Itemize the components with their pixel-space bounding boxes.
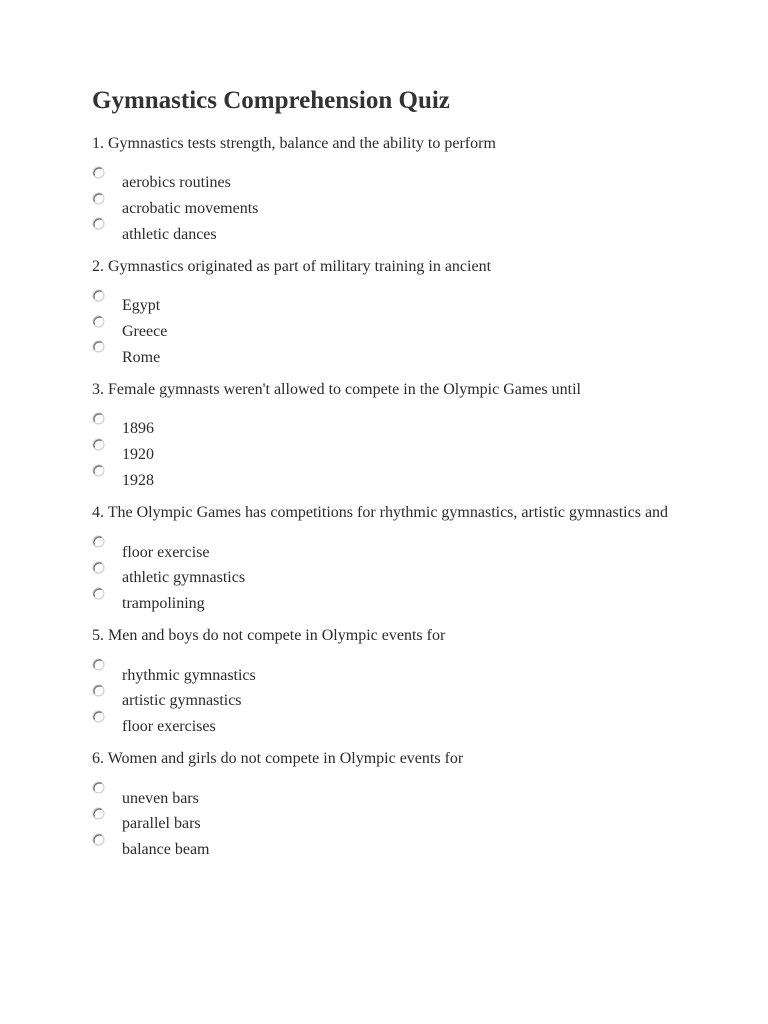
radio-button-unchecked-icon [92, 658, 105, 671]
option-label: floor exercises [122, 717, 216, 735]
radio-button[interactable] [92, 438, 105, 451]
radio-button-unchecked-icon [92, 781, 105, 794]
option-list [92, 785, 712, 862]
question-1 [92, 134, 712, 247]
option-item [92, 837, 712, 863]
radio-button[interactable] [92, 561, 105, 574]
option-label: Egypt [122, 297, 161, 315]
question-text: 2. Gymnastics originated as part of military training in ancient [92, 258, 492, 276]
radio-button-unchecked-icon [92, 438, 105, 451]
radio-button[interactable] [92, 289, 105, 302]
question-2 [92, 257, 712, 370]
radio-button[interactable] [92, 412, 105, 425]
question-3 [92, 380, 712, 493]
radio-button-unchecked-icon [92, 833, 105, 846]
option-label: trampolining [122, 594, 205, 612]
question-4 [92, 503, 712, 616]
option-item [92, 714, 712, 740]
option-item [92, 662, 712, 688]
option-item [92, 221, 712, 247]
option-list [92, 170, 712, 247]
option-label: acrobatic movements [122, 200, 259, 218]
option-label: balance beam [122, 841, 210, 859]
option-item [92, 811, 712, 837]
radio-button-unchecked-icon [92, 684, 105, 697]
radio-button[interactable] [92, 587, 105, 600]
radio-button-unchecked-icon [92, 217, 105, 230]
option-label: athletic gymnastics [122, 569, 246, 587]
option-label: floor exercise [122, 543, 210, 561]
option-item [92, 468, 712, 494]
option-label: Greece [122, 323, 168, 341]
radio-button-unchecked-icon [92, 561, 105, 574]
radio-button-unchecked-icon [92, 587, 105, 600]
radio-button[interactable] [92, 315, 105, 328]
radio-button[interactable] [92, 658, 105, 671]
option-label: 1920 [122, 446, 154, 464]
radio-button-unchecked-icon [92, 166, 105, 179]
question-5 [92, 626, 712, 739]
radio-button-unchecked-icon [92, 710, 105, 723]
radio-button-unchecked-icon [92, 412, 105, 425]
radio-button[interactable] [92, 340, 105, 353]
radio-button-unchecked-icon [92, 192, 105, 205]
option-item [92, 688, 712, 714]
option-list [92, 662, 712, 739]
option-label: athletic dances [122, 225, 217, 243]
radio-button-unchecked-icon [92, 289, 105, 302]
question-text: 1. Gymnastics tests strength, balance and the ability to perform [92, 135, 496, 152]
option-item [92, 344, 712, 370]
question-text: 4. The Olympic Games has competitions for rhythmic gymnastics, artistic gymnastics and [92, 504, 669, 522]
option-item [92, 196, 712, 222]
radio-button[interactable] [92, 464, 105, 477]
option-item [92, 565, 712, 591]
radio-button[interactable] [92, 166, 105, 179]
option-item [92, 319, 712, 345]
option-label: 1896 [122, 420, 154, 438]
radio-button-unchecked-icon [92, 340, 105, 353]
radio-button-unchecked-icon [92, 807, 105, 820]
question-6 [92, 749, 712, 862]
question-text: 5. Men and boys do not compete in Olympic events for [92, 627, 446, 645]
radio-button-unchecked-icon [92, 315, 105, 328]
option-item [92, 591, 712, 617]
radio-button[interactable] [92, 781, 105, 794]
option-item [92, 416, 712, 442]
page-title: Gymnastics Comprehension Quiz [92, 87, 450, 114]
radio-button[interactable] [92, 192, 105, 205]
option-item [92, 785, 712, 811]
radio-button[interactable] [92, 535, 105, 548]
question-text: 6. Women and girls do not compete in Olympic events for [92, 750, 464, 768]
option-label: Rome [122, 348, 161, 366]
radio-button[interactable] [92, 684, 105, 697]
option-label: artistic gymnastics [122, 692, 242, 710]
option-item [92, 539, 712, 565]
option-item [92, 170, 712, 196]
radio-button[interactable] [92, 833, 105, 846]
option-item [92, 442, 712, 468]
option-label: rhythmic gymnastics [122, 666, 256, 684]
option-label: uneven bars [122, 789, 199, 807]
radio-button[interactable] [92, 807, 105, 820]
option-label: 1928 [122, 471, 154, 489]
option-list [92, 539, 712, 616]
option-label: aerobics routines [122, 174, 231, 192]
radio-button-unchecked-icon [92, 535, 105, 548]
option-list [92, 416, 712, 493]
radio-button-unchecked-icon [92, 464, 105, 477]
question-text: 3. Female gymnasts weren't allowed to compete in the Olympic Games until [92, 381, 581, 399]
option-item [92, 293, 712, 319]
option-label: parallel bars [122, 815, 201, 833]
quiz-page [92, 84, 712, 872]
radio-button[interactable] [92, 217, 105, 230]
option-list [92, 293, 712, 370]
radio-button[interactable] [92, 710, 105, 723]
